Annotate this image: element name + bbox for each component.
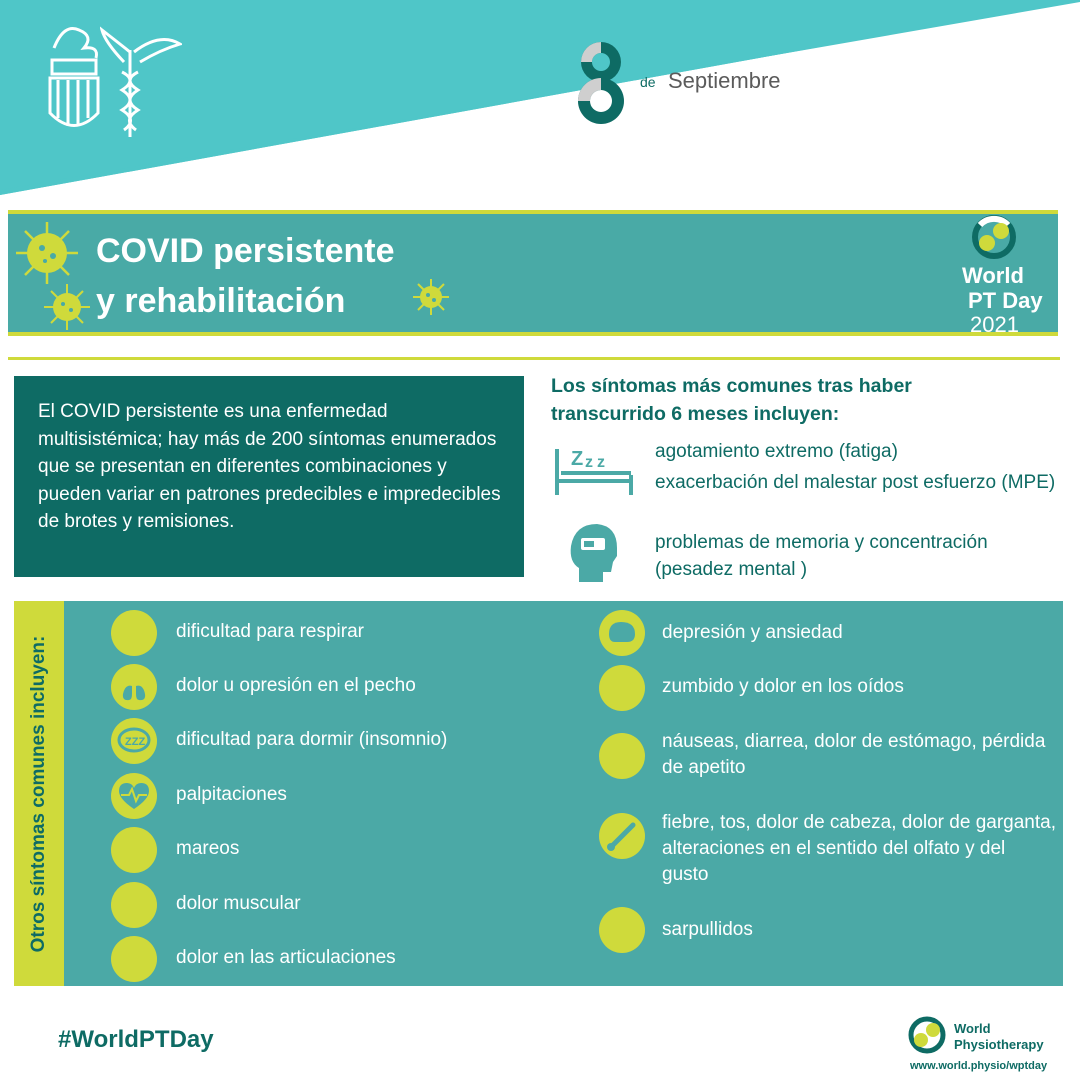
bed-zzz-icon [553,445,635,497]
svg-text:z: z [597,454,605,471]
brain-glyph [599,610,645,656]
joint-pain-icon [111,936,157,982]
heart-pulse-glyph [111,773,157,819]
other-symptom-item: dolor u opresión en el pecho [176,675,416,696]
title-line-2: y rehabilitación [96,282,346,320]
thermometer-glyph [599,813,645,859]
symptom-item: agotamiento extremo (fatiga) [655,441,898,462]
figure-eight-logo-icon [570,38,632,126]
brand-year: 2021 [970,312,1019,337]
other-symptom-item: náuseas, diarrea, dolor de estómago, pérdida de apetito [662,731,1046,778]
world-physiotherapy-logo-icon [908,1016,946,1054]
other-symptom-item: palpitaciones [176,784,287,805]
symptom-item: problemas de memoria y concentración (pesadez mental ) [655,532,988,580]
head-battery-icon [569,522,619,584]
other-symptom-item: dolor muscular [176,893,301,914]
breathing-icon [111,610,157,656]
other-symptom-item: zumbido y dolor en los oídos [662,676,904,697]
virus-icon [412,278,450,316]
other-symptom-item: dificultad para dormir (insomnio) [176,729,448,750]
muscle-pain-icon [111,882,157,928]
divider [8,357,1060,360]
common-symptoms-heading: Los síntomas más comunes tras haber transcurrido 6 meses incluyen: [551,375,912,425]
other-symptoms-label: Otros síntomas comunes incluyen: [28,635,49,953]
intro-text: El COVID persistente es una enfermedad multisistémica; hay más de 200 síntomas enumerados que se presentan en diferentes combinaciones y pueden variar en patrones predecibles e impredecibles de brotes y remisiones. [38,401,501,532]
other-symptom-item: mareos [176,838,240,859]
date-prefix: de [640,74,656,90]
hashtag: #WorldPTDay [58,1026,214,1053]
virus-icon [12,218,82,288]
other-symptom-item: dolor en las articulaciones [176,947,396,968]
stomach-icon [599,733,645,779]
dizzy-person-icon [111,827,157,873]
org-url[interactable]: www.world.physio/wptday [910,1060,1048,1072]
virus-icon [42,282,92,332]
org-name-line1: World [954,1021,991,1036]
symptom-item: exacerbación del malestar post esfuerzo (MPE) [655,472,1056,493]
svg-text:Z: Z [571,448,584,470]
other-symptom-item: depresión y ansiedad [662,622,843,643]
brand-world: World [962,263,1024,288]
lungs-glyph [111,664,157,710]
ear-icon [599,665,645,711]
other-symptom-item: sarpullidos [662,919,753,940]
other-symptom-item: fiebre, tos, dolor de cabeza, dolor de garganta, alteraciones en el sentido del olfato y del gusto [662,812,1056,885]
title-line-1: COVID persistente [96,232,395,270]
caduceus-icon [100,22,182,140]
rash-icon [599,907,645,953]
event-title: Día Mundial de la Fisioterapia [640,94,971,122]
sleep-glyph [111,718,157,764]
svg-text:ZZZ: ZZZ [125,736,146,748]
brand-pt-day: PT Day [968,288,1043,313]
other-symptom-item: dificultad para respirar [176,621,364,642]
date-month: Septiembre [668,68,781,93]
org-name-line2: Physiotherapy [954,1037,1044,1052]
world-pt-day-logo-icon [972,215,1016,259]
svg-text:z: z [585,454,593,471]
valencia-coat-of-arms-icon [44,18,104,140]
